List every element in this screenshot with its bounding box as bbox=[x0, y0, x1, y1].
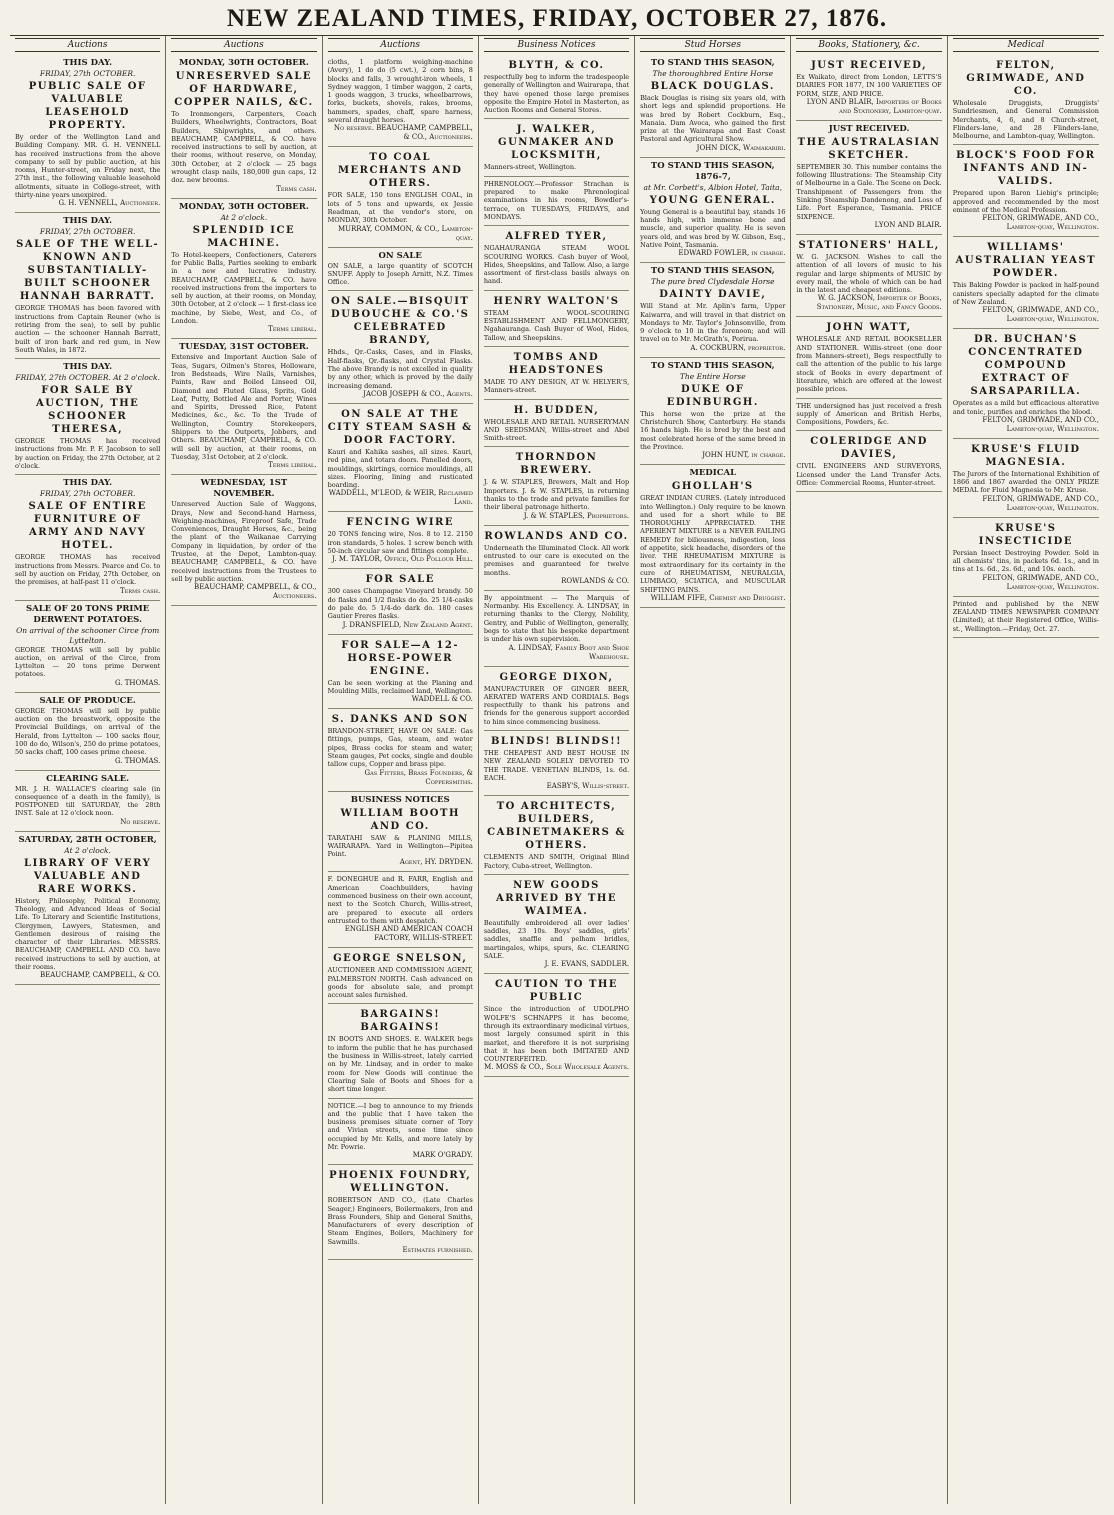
ad-title: MONDAY, 30TH OCTOBER. bbox=[179, 201, 309, 212]
advertisement bbox=[15, 359, 160, 475]
ad-body-text: History, Philosophy, Political Economy, Theology, and Advanced Ideas of Social Life. To Literary and Scientific Institutions, Clergymen, Lawyers, Statesmen, and Gentlemen desirous of raising the character of their Libraries. MESSRS. BEAUCHAMP, CAMPBELL AND CO. have received instructions to sell by auction, at their rooms. bbox=[15, 896, 161, 972]
ad-signature: FELTON, GRIMWADE, AND CO., Lambton-quay, Wellington. bbox=[982, 214, 1099, 232]
advertisement bbox=[796, 431, 941, 492]
ad-headline: H. BUDDEN, bbox=[513, 404, 600, 416]
advertisement bbox=[953, 597, 1099, 638]
ad-body-text: GEORGE THOMAS will sell by public auction, on arrival of the Circe, from Lyttelton — 20 tons prime Derwent potatoes. bbox=[15, 645, 161, 679]
ad-body-text: GEORGE THOMAS has been favored with instructions from Captain Reuner (who is retiring from the sea), to sell by public auction — the schooner Hannah Barratt, built of iron bark and red gum, in New South Wales, in 1872. bbox=[15, 304, 161, 354]
ad-headline: JUST RECEIVED, bbox=[811, 60, 928, 71]
advertisement bbox=[171, 339, 316, 475]
advertisement bbox=[640, 358, 785, 465]
ad-subtitle: The pure bred Clydesdale Horse bbox=[650, 277, 775, 287]
ad-body-text: Black Douglas is rising six years old, with short legs and splendid proportions. He was bred by Robert Cockburn, Esq., Manaia. Dam Avoca, who gained the first prize at the Wairarapa and East Coast Pastoral and Agricultural Show. bbox=[640, 94, 786, 144]
ad-signature: Terms liberal. bbox=[268, 461, 317, 470]
column-heading: Auctions bbox=[328, 38, 473, 52]
advertisement bbox=[796, 317, 941, 398]
advertisement bbox=[15, 475, 160, 600]
advertisement bbox=[328, 872, 473, 948]
ad-body-text: Can be seen working at the Planing and Moulding Mills, reclaimed land, Wellington. bbox=[327, 678, 473, 695]
advertisement bbox=[328, 635, 473, 710]
ad-body-text: MANUFACTURER OF GINGER BEER, AERATED WATERS AND CORDIALS. Begs respectfully to thank his patrons and friends for the generous support accorded to him since commencing business. bbox=[483, 684, 630, 726]
advertisement bbox=[484, 974, 629, 1077]
ad-body-text: TARATAHI SAW & PLANING MILLS, WAIRARAPA. Yard in Wellington—Pipitea Point. bbox=[327, 833, 473, 859]
advertisement bbox=[328, 569, 473, 634]
ad-title: MONDAY, 30TH OCTOBER. bbox=[179, 58, 309, 68]
ad-signature: FELTON, GRIMWADE, AND CO., Lambton-quay, Wellington. bbox=[982, 306, 1099, 324]
advertisement bbox=[328, 147, 473, 247]
ad-headline: GEORGE SNELSON, bbox=[333, 953, 468, 965]
ad-body-text: This Baking Powder is packed in half-pound canisters specially adapted for the climate of New Zealand. bbox=[952, 281, 1099, 306]
ad-signature: A. COCKBURN, proprietor. bbox=[690, 343, 786, 352]
column-heading: Business Notices bbox=[484, 38, 629, 52]
ad-body-text: Printed and published by the NEW ZEALAND TIMES NEWSPAPER COMPANY (Limited), at their Registered Office, Willis-st., Wellington.—Friday, Oct. 27. bbox=[952, 599, 1099, 633]
advertisement bbox=[484, 731, 629, 796]
ad-headline: GEORGE DIXON, bbox=[499, 671, 614, 683]
ad-signature: Agent, HY. DRYDEN. bbox=[399, 858, 473, 867]
ad-signature: WILLIAM FIFE, Chemist and Druggist. bbox=[650, 593, 786, 602]
ad-signature: J. M. TAYLOR, Office, Old Pollour Hill. bbox=[332, 555, 473, 564]
ad-signature: EDWARD FOWLER, in charge. bbox=[678, 249, 786, 258]
advertisement bbox=[953, 237, 1099, 329]
ad-signature: W. G. JACKSON, Importer of Books, Stationery, Music, and Fancy Goods. bbox=[816, 294, 942, 312]
ad-title: MEDICAL bbox=[689, 468, 737, 479]
ad-body-text: Young General is a beautiful bay, stands 16 hands high, with immense bone and muscle, and superior quality. He is seven years old, and was bred by W. Gibson, Esq., Native Point, Tasmania. bbox=[640, 207, 786, 249]
ad-signature: G. THOMAS. bbox=[114, 678, 161, 687]
ad-title: TO STAND THIS SEASON, 1876-7, bbox=[650, 160, 775, 182]
ad-body-text: Hhds., Qr.-Casks, Cases, and in Flasks, Half-flasks, Qr.-flasks, and Crystal Flasks. The above Brandy is not excelled in quality by any other, which is proved by the daily increasing demand. bbox=[327, 348, 473, 390]
advertisement bbox=[484, 119, 629, 176]
ad-title: TUESDAY, 31ST OCTOBER. bbox=[179, 342, 309, 353]
ad-headline: SALE OF ENTIRE FURNITURE OF ARMY AND NAVY HOTEL. bbox=[28, 501, 147, 552]
advertisement bbox=[328, 248, 473, 292]
ad-body-text: Beautifully embroidered all over ladies' saddles, 23 10s. Boys' saddles, girls' saddles, snaffle and pelham bridles, martingales, whips, spurs, &c. CLEARING SALE. bbox=[483, 918, 630, 961]
ad-body-text: NGAHAURANGA STEAM WOOL SCOURING WORKS. Cash buyer of Wool, Hides, Sheepskins, and Tallow. Also, a large assortment of first-class basils always on hand. bbox=[483, 244, 630, 286]
ad-body-text: respectfully beg to inform the tradespeople generally of Wellington and Wairarapa, that they have opened those large premises opposite the Empire Hotel in Masterton, as Auction Rooms and General Stores. bbox=[483, 73, 630, 115]
ad-body-text: THE CHEAPEST AND BEST HOUSE IN NEW ZEALAND SOLELY DEVOTED TO THE TRADE. VENETIAN BLINDS, 1s. 6d. EACH. bbox=[483, 749, 630, 782]
advertisement bbox=[15, 213, 160, 359]
advertisement bbox=[484, 177, 629, 226]
ad-title: TO STAND THIS SEASON, bbox=[650, 360, 775, 371]
ad-signature: ENGLISH AND AMERICAN COACH FACTORY, WILLIS-STREET. bbox=[344, 925, 473, 943]
advertisement bbox=[640, 465, 785, 608]
ad-signature: A. LINDSAY, Family Boot and Shoe Warehouse. bbox=[508, 643, 630, 661]
ad-body-text: This horse won the prize at the Christchurch Show, Canterbury. He stands 16 hands high. He is bred by the best and most celebrated horse of the same breed in the Province. bbox=[640, 409, 786, 451]
ad-signature: EASBY'S, Willis-street. bbox=[546, 782, 630, 791]
ad-headline: FOR SALE BY AUCTION, THE SCHOONER THERESA, bbox=[36, 385, 140, 436]
ad-signature: Terms cash. bbox=[119, 586, 161, 595]
advertisement bbox=[640, 263, 785, 357]
ad-headline: BARGAINS! BARGAINS! bbox=[360, 1009, 441, 1034]
ad-body-text: ON SALE, a large quantity of SCOTCH SNUFF. Apply to Joseph Arnitt, N.Z. Times Office. bbox=[327, 261, 473, 287]
advertisement bbox=[15, 832, 160, 986]
ad-body-text: Persian Insect Destroying Powder. Sold in all chemists' tins, in packets 6d. 1s., and in tins at 1s. 6d., 2s. 6d., and 10s. each. bbox=[952, 548, 1099, 574]
ad-body-text: CLEMENTS AND SMITH, Original Blind Factory, Cuba-street, Wellington. bbox=[483, 853, 630, 870]
advertisement bbox=[328, 948, 473, 1004]
ad-title: THIS DAY. bbox=[63, 216, 113, 227]
ad-body-text: GEORGE THOMAS will sell by public auction on the breastwork, opposite the Provincial Buildings, on arrival of the Herald, from Lyttelton — 100 sacks flour, 100 do do, Wilson's, 250 do prime potatoes, 50 sacks chaff, 100 cases prime cheese. bbox=[15, 706, 161, 757]
advertisement bbox=[484, 875, 629, 974]
ad-subtitle: FRIDAY, 27th OCTOBER. bbox=[39, 69, 136, 78]
ad-signature: G. THOMAS. bbox=[114, 756, 161, 765]
ad-headline: WILLIAMS' AUSTRALIAN YEAST POWDER. bbox=[955, 242, 1097, 280]
ad-headline: ON SALE AT THE CITY STEAM SASH & DOOR FACTORY. bbox=[327, 408, 473, 446]
ad-headline: TOMBS AND HEADSTONES bbox=[508, 351, 605, 376]
ad-body-text: PHRENOLOGY.—Professor Strachan is prepared to make Phrenological examinations in his rooms, Bowdler's-terrace, on TUESDAYS, FRIDAYS, and MONDAYS. bbox=[483, 179, 630, 221]
advertisement bbox=[640, 158, 785, 263]
advertisement bbox=[328, 291, 473, 403]
ad-headline: THE AUSTRALASIAN SKETCHER. bbox=[797, 136, 941, 161]
ad-headline: DUKE OF EDINBURGH. bbox=[666, 383, 759, 408]
column-5 bbox=[635, 36, 791, 1504]
column-heading: Stud Horses bbox=[640, 38, 785, 52]
ad-headline: SALE OF THE WELL-KNOWN AND SUBSTANTIALLY-BUILT SCHOONER HANNAH BARRATT. bbox=[16, 239, 160, 303]
ad-signature: BEAUCHAMP, CAMPBELL, & CO., Auctioneers. bbox=[194, 583, 317, 601]
advertisement bbox=[484, 526, 629, 591]
advertisement bbox=[484, 55, 629, 119]
ad-headline: NEW GOODS ARRIVED BY THE WAIMEA. bbox=[495, 879, 617, 917]
ad-title: JUST RECEIVED. bbox=[828, 123, 910, 134]
ad-body-text: GEORGE THOMAS has received instructions from Messrs. Pearce and Co. to sell by auction on Friday, 27th October, on the premises, at half-past 11 o'clock. bbox=[15, 553, 161, 587]
ad-headline: HENRY WALTON'S bbox=[493, 295, 620, 307]
ad-signature: ROWLANDS & CO. bbox=[561, 576, 630, 585]
ad-headline: JOHN WATT, bbox=[826, 322, 912, 334]
ad-headline: TO ARCHITECTS, BUILDERS, CABINETMAKERS & OTHERS. bbox=[487, 801, 626, 852]
advertisement bbox=[15, 601, 160, 693]
ad-headline: YOUNG GENERAL. bbox=[649, 194, 776, 206]
ad-body-text: Unreserved Auction Sale of Waggons, Drays, New and Second-hand Harness, Weighing-machines, Fireproof Safe, Trade Conveniences, Draught Horses, &c., being the plant of the Waikanae Carrying Company in liquidation, by order of the Trustee, at the Depot, Lambton-quay. BEAUCHAMP, CAMPBELL, & CO. have received instructions from the Trustees to sell by public auction. bbox=[171, 500, 317, 583]
ad-body-text: BRANDON-STREET, HAVE ON SALE: Gas fittings, pumps, Gas, steam, and water pipes, Brass cocks for steam and water, Steam gauges, Pet cocks, single and double tallow cups, Copper and brass pipe. bbox=[327, 727, 473, 769]
ad-title: SALE OF PRODUCE. bbox=[39, 695, 136, 706]
ad-headline: FELTON, GRIMWADE, AND CO. bbox=[966, 60, 1086, 97]
advertisement bbox=[796, 121, 941, 235]
advertisement bbox=[328, 1004, 473, 1098]
ad-subtitle: At 2 o'clock. bbox=[64, 845, 111, 855]
ad-body-text: The Jurors of the International Exhibition of 1866 and 1867 awarded the ONLY PRIZE MEDAL for Fluid Magnesia to Mr. Kruse. bbox=[952, 469, 1099, 495]
ad-title: SALE OF 20 TONS PRIME DERWENT POTATOES. bbox=[26, 603, 150, 625]
ad-subtitle: FRIDAY, 27th OCTOBER. bbox=[39, 489, 136, 499]
advertisement bbox=[953, 329, 1099, 439]
ad-signature: WADDELL & CO. bbox=[411, 695, 473, 704]
ad-headline: GHOLLAH'S bbox=[671, 481, 754, 493]
ad-body-text: 20 TONS fencing wire, Nos. 8 to 12. 2150 iron standards, 5 holes. 1 screw bench with 50-inch circular saw and fittings complete. bbox=[327, 530, 473, 556]
ad-body-text: Prepared upon Baron Liebig's principle; approved and recommended by the most eminent of the Medical Profession. bbox=[952, 189, 1099, 215]
ad-body-text: By appointment — The Marquis of Normanby. His Excellency. A. LINDSAY, in returning thanks to the Clergy, Nobility, Gentry, and Public of Wellington, generally, begs to state that his bespoke department is under his own supervision. bbox=[483, 593, 630, 644]
ad-body-text: Kauri and Kahika sashes, all sizes. Kauri, red pine, and totara doors. Panelled doors, mouldings, skirtings, cornice mouldings, all sizes. Flooring, lining and rusticated boarding. bbox=[327, 447, 473, 490]
column-1 bbox=[10, 36, 166, 1504]
ad-body-text: AUCTIONEER AND COMMISSION AGENT, PALMERSTON NORTH. Cash advanced on goods for absolute sale, and prompt account sales furnished. bbox=[327, 966, 473, 1000]
ad-signature: MURRAY, COMMON, & CO., Lambton-quay. bbox=[337, 224, 473, 242]
ad-body-text: THE undersigned has just received a fresh supply of American and British Herbs, Compositions, Powders, &c. bbox=[796, 401, 942, 427]
ad-signature: WADDELL, M'LEOD, & WEIR, Reclaimed Land. bbox=[328, 489, 473, 507]
ad-headline: BLACK DOUGLAS. bbox=[650, 81, 775, 92]
ad-headline: UNRESERVED SALE OF HARDWARE, COPPER NAILS, &C. bbox=[174, 71, 314, 108]
ad-signature: LYON AND BLAIR, Importers of Books and Stationery, Lambton-quay. bbox=[806, 97, 942, 115]
ad-title: THIS DAY. bbox=[63, 362, 113, 373]
ad-body-text: WHOLESALE AND RETAIL BOOKSELLER AND STATIONER. Willis-street (one door from Manners-street), Begs respectfully to call the attention of the public to his large stock of Books in every department of literature, which are offered at the lowest possible prices. bbox=[796, 335, 942, 394]
ad-headline: DR. BUCHAN'S CONCENTRATED COMPOUND EXTRACT OF SARSAPARILLA. bbox=[968, 334, 1084, 398]
ad-body-text: GEORGE THOMAS has received instructions from Mr. P. F. Jacobson to sell by auction on Friday, the 27th October, at 2 o'clock. bbox=[15, 437, 161, 471]
ad-signature: Terms cash. bbox=[276, 184, 317, 193]
ad-body-text: J. & W. STAPLES, Brewers, Malt and Hop Importers. J. & W. STAPLES, in returning thanks to the trade and private families for their liberal patronage hitherto. bbox=[483, 478, 630, 512]
ad-body-text: W. G. JACKSON. Wishes to call the attention of all lovers of music to his regular and large shipments of MUSIC by every mail, the whole of which can be had in the latest and cheapest editions. bbox=[796, 252, 942, 295]
ad-headline: SPLENDID ICE MACHINE. bbox=[192, 224, 296, 249]
advertisement bbox=[953, 145, 1099, 237]
ad-headline: BLOCK'S FOOD FOR INFANTS AND IN-VALIDS. bbox=[956, 150, 1096, 188]
advertisement bbox=[953, 518, 1099, 597]
ad-body-text: IN BOOTS AND SHOES. E. WALKER begs to inform the public that he has purchased the business in Willis-street, lately carried on by Mr. Lindsay, and in order to make room for New Goods will continue the Clearing Sale of Boots and Shoes for a short time longer. bbox=[327, 1035, 473, 1094]
ad-body-text: To Ironmongers, Carpenters, Coach Builders, Wheelwrights, Contractors, Boat Builders, Shipwrights, and others. BEAUCHAMP, CAMPBELL, & CO. have received instructions to sell by auction, at their rooms, without reserve, on Monday, 30th October, at 2 o'clock — 25 bags wrought clasp nails, 180,000 gun caps, 12 doz. new brooms. bbox=[171, 110, 317, 185]
ad-headline: BLYTH, & CO. bbox=[508, 60, 605, 71]
column-heading: Auctions bbox=[15, 38, 160, 52]
ad-signature: J. & W. STAPLES, Proprietors. bbox=[523, 511, 630, 520]
ad-signature: LYON AND BLAIR. bbox=[874, 220, 942, 229]
ad-subtitle: At 2 o'clock. bbox=[220, 212, 268, 222]
ad-signature: J. E. EVANS, SADDLER. bbox=[544, 960, 630, 969]
ad-signature: J. DRANSFIELD, New Zealand Agent. bbox=[342, 620, 473, 629]
column-7 bbox=[948, 36, 1104, 1504]
advertisement bbox=[328, 792, 473, 873]
ad-headline: J. WALKER, GUNMAKER AND LOCKSMITH, bbox=[498, 124, 615, 162]
ad-signature: JOHN DICK, Waimakariri. bbox=[696, 143, 786, 152]
ad-signature: Estimates furnished. bbox=[402, 1246, 473, 1255]
ad-headline: PUBLIC SALE OF VALUABLE LEASEHOLD PROPERTY. bbox=[28, 81, 147, 131]
ad-headline: ALFRED TYER, bbox=[505, 231, 608, 243]
ad-body-text: By order of the Wellington Land and Building Company. MR. G. H. VENNELL has received instructions from the above company to sell by public auction, at his rooms, Hunter-street, on Friday next, the 27th inst., the following valuable leasehold allotments, situate in College-street, with thirty-nine years unexpired. bbox=[15, 133, 161, 200]
ad-body-text: WHOLESALE AND RETAIL NURSERYMAN AND SEEDSMAN, Willis-street and Abel Smith-street. bbox=[483, 417, 630, 443]
masthead: NEW ZEALAND TIMES, FRIDAY, OCTOBER 27, 1876. bbox=[226, 5, 888, 32]
ad-headline: COLERIDGE AND DAVIES, bbox=[810, 436, 928, 461]
ad-headline: THORNDON BREWERY. bbox=[515, 452, 598, 477]
ad-title: TO STAND THIS SEASON, bbox=[650, 266, 775, 277]
ad-body-text: Underneath the Illuminated Clock. All work entrusted to our care is executed on the premises and guaranteed for twelve months. bbox=[483, 543, 630, 577]
advertisement bbox=[796, 55, 941, 121]
ad-body-text: CIVIL ENGINEERS AND SURVEYORS, Licensed under the Land Transfer Acts. Office: Commercial Rooms, Hunter-street. bbox=[796, 462, 942, 488]
advertisement bbox=[484, 447, 629, 525]
ad-signature: No reserve. bbox=[120, 817, 161, 826]
ad-signature: FELTON, GRIMWADE, AND CO., Lambton-quay, Wellington. bbox=[982, 494, 1099, 512]
ad-signature: Terms liberal. bbox=[268, 325, 317, 334]
advertisement bbox=[484, 347, 629, 400]
advertisement bbox=[484, 667, 629, 731]
column-heading: Auctions bbox=[171, 38, 316, 52]
advertisement bbox=[15, 693, 160, 771]
advertisement bbox=[328, 709, 473, 791]
ad-title: WEDNESDAY, 1ST NOVEMBER. bbox=[200, 478, 288, 500]
ad-signature: MARK O'GRADY. bbox=[412, 1151, 473, 1160]
ad-headline: STATIONERS' HALL, bbox=[798, 239, 940, 251]
ad-headline: DAINTY DAVIE, bbox=[659, 289, 767, 301]
ad-headline: PHOENIX FOUNDRY, WELLINGTON. bbox=[329, 1170, 472, 1195]
ad-body-text: FOR SALE, 150 tons ENGLISH COAL, in lots of 5 tons and upwards, ex Jessie Readman, at the vendor's store, on MONDAY, 30th October. bbox=[327, 191, 473, 225]
ad-subtitle: On arrival of the schooner Circe from Lyttelton. bbox=[16, 625, 160, 645]
ad-body-text: NOTICE.—I beg to announce to my friends and the public that I have taken the business premises situate corner of Tory and Vivian streets, some time since occupied by Mr. Kells, and more lately by Mr. Powrie. bbox=[327, 1101, 473, 1151]
column-grid bbox=[10, 36, 1104, 1504]
ad-headline: FOR SALE—A 12-HORSE-POWER ENGINE. bbox=[341, 639, 459, 677]
ad-headline: BLINDS! BLINDS!! bbox=[490, 736, 623, 748]
advertisement bbox=[484, 226, 629, 290]
advertisement bbox=[953, 439, 1099, 518]
column-2 bbox=[166, 36, 322, 1504]
ad-body-text: Wholesale Druggists, Druggists' Sundriesmen, and General Commission Merchants, 4, 6, and 8 Church-street, Flinders-lane, and 28 Flinders-lane, Melbourne, and Lambton-quay, Wellington. bbox=[952, 99, 1099, 141]
ad-body-text: Extensive and Important Auction Sale of Teas, Sugars, Oilmen's Stores, Holloware, Iron Bedsteads, Wire Nails, Varnishes, Paints, Raw and Boiled Linseed Oil, Diamond and Fluted Glass, Sprits, Gold Leaf, Putty, Bottled Ale and Porter, Wines and Spirits, Dressed Rice, Patent Medicines, &c., &c. To the Trade of Wellington, Country Storekeepers, Shippers to the Outports, Jobbers, and Others. BEAUCHAMP, CAMPBELL, & CO. will sell by auction, at their rooms, on Tuesday, 31st October, at 2 o'clock. bbox=[171, 353, 317, 461]
ad-body-text: To Hotel-keepers, Confectioners, Caterers for Public Balls, Parties seeking to embark in a new and lucrative industry. BEAUCHAMP, CAMPBELL, & CO. have received instructions from the importers to sell by auction, at their rooms, on Monday, 30th October, at 2 o'clock — 1 first-class ice machine, by Siebe, West, and Co., of London. bbox=[171, 250, 317, 326]
ad-subtitle: The Entire Horse bbox=[679, 371, 746, 381]
ad-signature: G. H. VENNELL, Auctioneer. bbox=[58, 199, 161, 208]
ad-headline: FOR SALE bbox=[365, 574, 435, 586]
column-heading: Books, Stationery, &c. bbox=[796, 38, 941, 52]
ad-body-text: Will Stand at Mr. Aplin's farm, Upper Kaiwarra, and will travel in that district on Mondays to Mr. Taylor's Johnsonville, from 9 o'clock to 10 in the forenoon; and will travel on to Mr. McGrath's, Porirua. bbox=[640, 302, 786, 344]
ad-title: SATURDAY, 28TH OCTOBER, bbox=[18, 834, 157, 845]
column-6 bbox=[791, 36, 947, 1504]
ad-body-text: Operates as a mild but efficacious alterative and tonic, purifies and enriches the blood. bbox=[952, 399, 1099, 416]
ad-subtitle: FRIDAY, 27th OCTOBER. At 2 o'clock. bbox=[15, 373, 160, 383]
advertisement bbox=[796, 399, 941, 432]
advertisement bbox=[484, 400, 629, 448]
ad-title: CLEARING SALE. bbox=[46, 773, 130, 784]
advertisement bbox=[484, 291, 629, 347]
ad-body-text: GREAT INDIAN CURES. (Lately introduced into Wellington.) Only require to be known and used for a short while to BE THOROUGHLY APPRECIATED. THE APERIENT MIXTURE is a NEVER FAILING REMEDY for biliousness, indigestion, loss of appetite, sick headache, disorders of the liver. THE RHEUMATISM MIXTURE is most extraordinary for its certainty in the cure of RHEUMATISM, NEURALGIA, LUMBAGO, SCIATICA, and MUSCULAR SHIFTING PAINS. bbox=[640, 494, 786, 594]
advertisement bbox=[171, 475, 316, 606]
advertisement bbox=[328, 512, 473, 569]
ad-subtitle: at Mr. Corbett's, Albion Hotel, Taita, bbox=[643, 182, 782, 192]
ad-headline: WILLIAM BOOTH AND CO. bbox=[340, 807, 460, 832]
ad-body-text: F. DONEGHUE and R. FARR, English and American Coachbuilders, having commenced business on their own account, next to the Scotch Church, Willis-street, are prepared to execute all orders entrusted to them with despatch. bbox=[327, 875, 473, 925]
advertisement bbox=[328, 1099, 473, 1166]
ad-signature: FELTON, GRIMWADE, AND CO., Lambton-quay, Wellington. bbox=[982, 415, 1099, 433]
ad-headline: CAUTION TO THE PUBLIC bbox=[494, 979, 619, 1004]
ad-signature: JACOB JOSEPH & CO., Agents. bbox=[363, 389, 473, 398]
ad-body-text: ROBERTSON AND CO., (Late Charles Seager,) Engineers, Boilermakers, Iron and Brass Founders, Ship and General Smiths, Manufacturers of every description of Steam Engines, Boilers, Machinery for Sawmills. bbox=[327, 1196, 473, 1246]
ad-body-text: MADE TO ANY DESIGN, AT W. HELYER'S, Manners-street. bbox=[483, 377, 630, 395]
ad-headline: KRUSE'S INSECTICIDE bbox=[978, 522, 1073, 547]
advertisement bbox=[484, 796, 629, 875]
advertisement bbox=[171, 55, 316, 199]
ad-title: BUSINESS NOTICES bbox=[350, 794, 450, 805]
ad-signature: JOHN HUNT, in charge. bbox=[702, 451, 786, 460]
ad-body-text: Ex Waikato, direct from London, LETTS'S DIARIES FOR 1877, IN 100 VARIETIES OF FORM, SIZE, AND PRICE. bbox=[796, 73, 942, 98]
ad-title: ON SALE bbox=[378, 250, 422, 261]
ad-signature: Gas Fitters, Brass Founders, & Coppersmiths. bbox=[364, 768, 473, 786]
advertisement bbox=[328, 55, 473, 147]
column-heading: Medical bbox=[953, 38, 1099, 52]
ad-body-text: MR. J. H. WALLACE'S clearing sale (in consequence of a death in the family), is POSTPONED till SATURDAY, the 28th INST. Sale at 12 o'clock noon. bbox=[15, 784, 161, 818]
ad-signature: M. MOSS & CO., Sole Wholesale Agents. bbox=[484, 1063, 630, 1072]
ad-headline: KRUSE'S FLUID MAGNESIA. bbox=[971, 443, 1081, 468]
advertisement bbox=[15, 771, 160, 832]
ad-headline: ROWLANDS AND CO. bbox=[484, 530, 629, 542]
ad-headline: FENCING WIRE bbox=[346, 517, 454, 529]
ad-signature: BEAUCHAMP, CAMPBELL, & CO. bbox=[39, 971, 161, 980]
ad-body-text: SEPTEMBER 30. This number contains the following Illustrations: The Steamship City of Melbourne in a Gale. The Scene on Deck. Transhipment of Passengers from the Sinking Steamship Dandenong, and Loss of Life. Port Esperance, Tasmania. PRICE SIXPENCE. bbox=[796, 162, 942, 221]
ad-body-text: STEAM WOOL-SCOURING ESTABLISHMENT AND FELLMONGERY, Ngahauranga. Cash Buyer of Wool, Hides, Tallow, and Sheepskins. bbox=[483, 308, 630, 342]
column-4 bbox=[479, 36, 635, 1504]
ad-signature: No reserve. BEAUCHAMP, CAMPBELL, & CO., Auctioneers. bbox=[333, 124, 473, 142]
advertisement bbox=[953, 55, 1099, 145]
ad-body-text: Since the introduction of UDOLPHO WOLFE'S SCHNAPPS it has become, through its extraordinary medicinal virtues, most largely consumed spirit in this market, and therefore it is not surprising that it has been both IMITATED AND COUNTERFEITED. bbox=[483, 1005, 630, 1064]
advertisement bbox=[171, 199, 316, 340]
advertisement bbox=[640, 55, 785, 158]
advertisement bbox=[484, 591, 629, 667]
ad-body-text: cloths, 1 platform weighing-machine (Avery), 1 do do (5 cwt.), 2 corn bins, 8 blocks and falls, 3 wrought-iron wheels, 1 Sydney waggon, 1 timber waggon, 2 carts, 1 goods waggon, 3 trucks, wheelbarrows, forks, buckets, shovels, rakes, brooms, hammers, spades, chaff, spare harness, several draught horses. bbox=[327, 58, 473, 125]
ad-title: THIS DAY. bbox=[63, 478, 113, 489]
ad-body-text: Manners-street, Wellington. bbox=[483, 163, 577, 172]
ad-headline: ON SALE.—BISQUIT DUBOUCHE & CO.'S CELEBRATED BRANDY, bbox=[331, 296, 470, 347]
advertisement bbox=[796, 235, 941, 317]
ad-headline: S. DANKS AND SON bbox=[331, 714, 469, 726]
ad-title: TO STAND THIS SEASON, bbox=[650, 58, 775, 68]
advertisement bbox=[15, 55, 160, 213]
ad-signature: FELTON, GRIMWADE, AND CO., Lambton-quay, Wellington. bbox=[982, 573, 1099, 591]
column-3 bbox=[323, 36, 479, 1504]
ad-subtitle: The thoroughbred Entire Horse bbox=[652, 69, 774, 78]
ad-headline: TO COAL MERCHANTS AND OTHERS. bbox=[337, 152, 463, 190]
ad-title: THIS DAY. bbox=[63, 58, 113, 68]
ad-subtitle: FRIDAY, 27th OCTOBER. bbox=[39, 227, 136, 237]
advertisement bbox=[328, 404, 473, 512]
ad-body-text: 300 cases Champagne Vineyard brandy. 50 do flasks and 1/2 flasks do do. 25 1/4-casks do pale do. 5 1/4-do dark do. 180 cases Gautier Freres flasks. bbox=[327, 587, 473, 621]
ad-headline: LIBRARY OF VERY VALUABLE AND RARE WORKS. bbox=[24, 857, 152, 895]
advertisement bbox=[328, 1165, 473, 1260]
